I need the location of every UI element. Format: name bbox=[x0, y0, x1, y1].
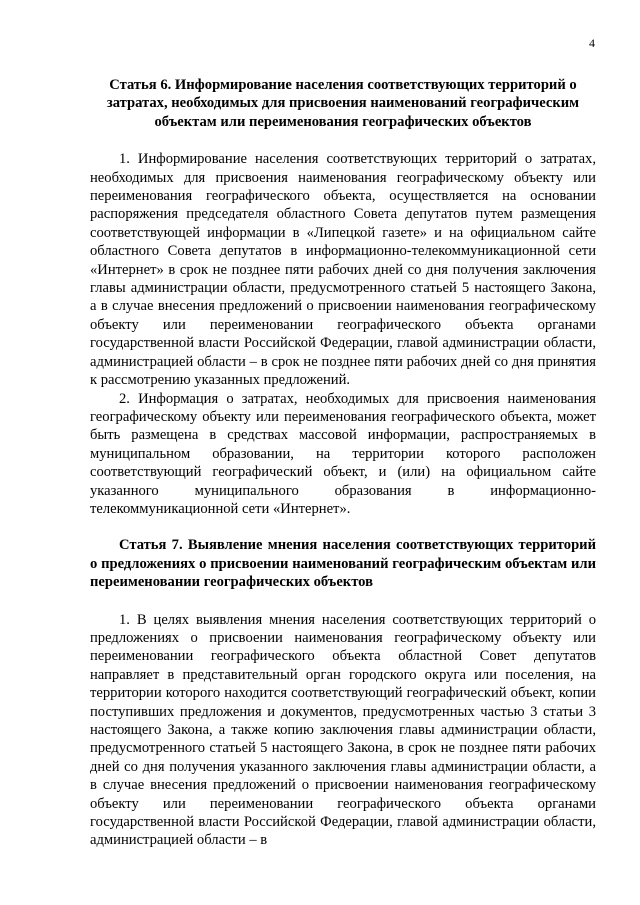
spacer bbox=[90, 518, 596, 536]
article-7-heading: Статья 7. Выявление мнения населения соответствующих территорий о предложениях о присвоении наименований географическим объектам или переименовании географических объектов bbox=[90, 537, 596, 591]
spacer bbox=[90, 592, 596, 611]
article-6-paragraph-1: 1. Информирование населения соответствующих территорий о затратах, необходимых для присвоения наименования географическому объекту или переименования географического объекта, осуществляется на основании распоряжения председателя областного Совета депутатов путем размещения соответствующей информации в «Липецкой газете» и на официальном сайте областного Совета депутатов в информационно-телекоммуникационной сети «Интернет» в срок не позднее пяти рабочих дней со дня получения заключения главы администрации области, предусмотренного статьей 5 настоящего Закона, а в случае внесения предложений о присвоении наименования географическому объекту или переименовании географического объекта органами государственной власти Российской Федерации, главой администрации области, администрацией области – в срок не позднее пяти рабочих дней со дня принятия к рассмотрению указанных предложений. bbox=[90, 151, 596, 389]
page-number: 4 bbox=[589, 36, 595, 50]
article-7 bbox=[90, 536, 596, 850]
article-7-paragraph-1: 1. В целях выявления мнения населения соответствующих территорий о предложениях о присвоении наименования географическому объекту или переименовании географического объекта областной Совет депутатов направляет в представительный орган городского округа или поселения, на территории которого находится соответствующий географический объект, копии поступивших предложения и документов, предусмотренных частью 3 статьи 3 настоящего Закона, а также копию заключения главы администрации области, предусмотренного статьей 5 настоящего Закона, в срок не позднее пяти рабочих дней со дня получения указанного заключения главы администрации области, а в случае внесения предложений о присвоении наименования географическому объекту или переименовании географического объекта органами государственной власти Российской Федерации, главой администрации области, администрацией области – в bbox=[90, 611, 596, 849]
article-6-paragraph-2: 2. Информация о затратах, необходимых для присвоения наименования географическому объекту или переименования географического объекта, может быть размещена в средствах массовой информации, распространяемых в муниципальном образовании, на территории которого расположен соответствующий географический объект, и (или) на официальном сайте указанного муниципального образования в информационно-телекоммуникационной сети «Интернет». bbox=[90, 390, 596, 517]
article-6-heading: Статья 6. Информирование населения соответствующих территорий о затратах, необходимых для присвоения наименований географическим объектам или переименования географических объектов bbox=[106, 77, 580, 130]
document-body bbox=[90, 76, 596, 850]
article-6 bbox=[90, 76, 596, 518]
spacer bbox=[90, 131, 596, 150]
